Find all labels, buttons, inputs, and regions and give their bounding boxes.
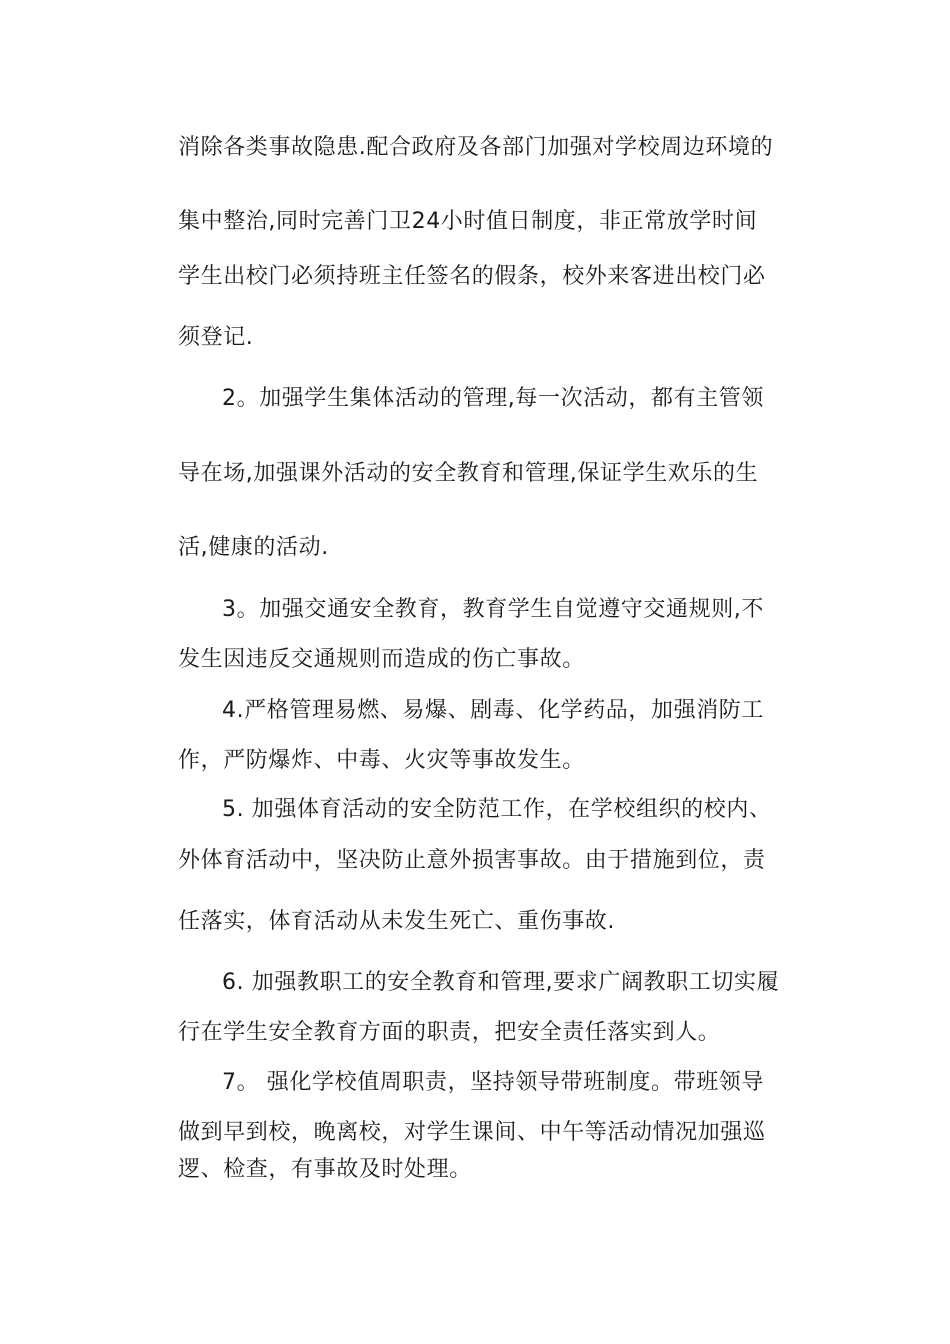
body-text-line: 发生因违反交通规则而造成的伤亡事故。 <box>178 647 585 672</box>
body-text-line: 行在学生安全教育方面的职责，把安全责任落实到人。 <box>178 1020 721 1045</box>
body-text-line: 4.严格管理易燃、易爆、剧毒、化学药品，加强消防工 <box>222 698 764 723</box>
body-text-line: 逻、检查，有事故及时处理。 <box>178 1157 472 1182</box>
body-text-line: 外体育活动中，坚决防止意外损害事故。由于措施到位，责 <box>178 848 766 873</box>
body-text-line: 2。加强学生集体活动的管理,每一次活动，都有主管领 <box>222 386 764 411</box>
body-text-line: 做到早到校，晚离校，对学生课间、中午等活动情况加强巡 <box>178 1120 766 1145</box>
body-text-line: 任落实，体育活动从未发生死亡、重伤事故. <box>178 909 615 934</box>
body-text-line: 学生出校门必须持班主任签名的假条，校外来客进出校门必 <box>178 264 766 289</box>
body-text-line: 活,健康的活动. <box>178 535 329 560</box>
body-text-line: 须登记. <box>178 325 254 350</box>
body-text-line: 作，严防爆炸、中毒、火灾等事故发生。 <box>178 748 585 773</box>
body-text-line: 7。 强化学校值周职责，坚持领导带班制度。带班领导 <box>222 1070 764 1095</box>
body-text-line: 导在场,加强课外活动的安全教育和管理,保证学生欢乐的生 <box>178 461 759 486</box>
body-text-line: 3。加强交通安全教育，教育学生自觉遵守交通规则,不 <box>222 597 764 622</box>
body-text-line: 6. 加强教职工的安全教育和管理,要求广阔教职工切实履 <box>222 970 780 995</box>
body-text-line: 集中整治,同时完善门卫24小时值日制度，非正常放学时间 <box>178 209 758 234</box>
body-text-line: 消除各类事故隐患.配合政府及各部门加强对学校周边环境的 <box>178 135 774 160</box>
body-text-line: 5. 加强体育活动的安全防范工作，在学校组织的校内、 <box>222 797 772 822</box>
